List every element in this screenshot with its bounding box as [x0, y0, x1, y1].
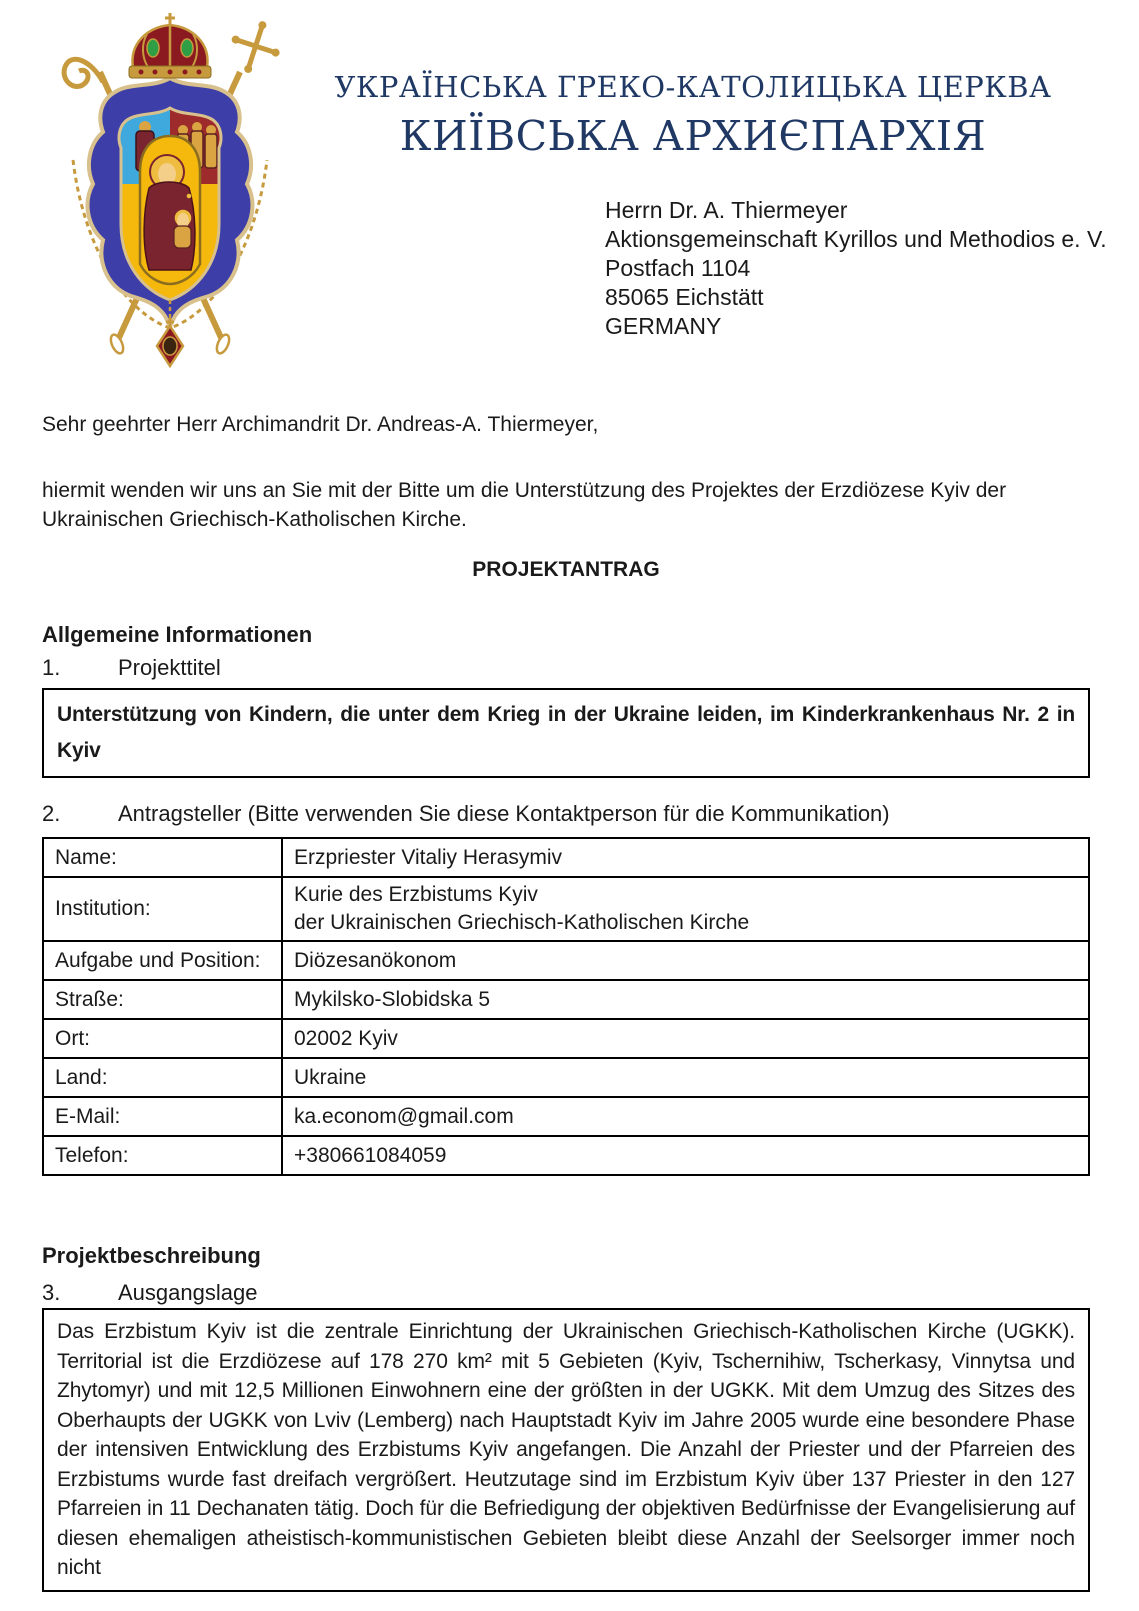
item-1-projekttitel — [42, 655, 221, 681]
row-value: Ukraine — [282, 1058, 1089, 1097]
org-name-line2: КИЇВСЬКА АРХИЄПАРХІЯ — [399, 112, 987, 160]
row-label: Aufgabe und Position: — [43, 941, 282, 980]
row-value: Diözesanökonom — [282, 941, 1089, 980]
table-row — [43, 1019, 1089, 1058]
table-row — [43, 838, 1089, 877]
document-title: PROJEKTANTRAG — [472, 558, 660, 581]
row-value: Erzpriester Vitaliy Herasymiv — [282, 838, 1089, 877]
situation-box — [42, 1308, 1090, 1592]
item-1-number: 1. — [42, 655, 61, 680]
recipient-address — [605, 196, 1107, 341]
situation-text: Das Erzbistum Kyiv ist die zentrale Einrichtung der Ukrainischen Griechisch-Katholischen Kirche (UGKK). Territorial ist die Erzdiözese auf 178 270 km² mit 5 Gebieten (Kyiv, Tschernihiw, Tscherkasy, Vinnytsa und Zhytomyr) und mit 12,5 Millionen Einwohnern eine der größten in der UGKK. Mit dem Umzug des Sitzes des Oberhaupts der UGKK von Lviv (Lemberg) nach Hauptstadt Kyiv im Jahre 2005 wurde eine besondere Phase der intensiven Entwicklung des Erzbistums Kyiv angefangen. Die Anzahl der Priester und der Pfarreien des Erzbistums wurde fast dreifach vergrößert. Heutzutage sind im Erzbistum Kyiv über 137 Priester in den 127 Pfarreien in 11 Dechanaten tätig. Doch für die Befriedigung der objektiven Bedürfnisse der Evangelisierung auf diesen ehemaligen atheistisch-kommunistischen Gebieten bleibt diese Anzahl der Seelsorger immer noch nicht — [57, 1320, 1075, 1579]
row-label: Straße: — [43, 980, 282, 1019]
table-row — [43, 1097, 1089, 1136]
item-2-number: 2. — [42, 801, 61, 826]
table-row — [43, 980, 1089, 1019]
item-2-antragsteller — [42, 801, 890, 827]
shield-icon — [88, 78, 253, 326]
project-title-box — [42, 688, 1090, 778]
row-value: 02002 Kyiv — [282, 1019, 1089, 1058]
item-3-label: Ausgangslage — [118, 1280, 258, 1305]
row-value: +380661084059 — [282, 1136, 1089, 1175]
table-row — [43, 1136, 1089, 1175]
crown-icon — [129, 13, 211, 78]
row-label: Name: — [43, 838, 282, 877]
row-label: E-Mail: — [43, 1097, 282, 1136]
table-row — [43, 877, 1089, 941]
applicant-table-body — [43, 838, 1089, 1175]
project-title-text: Unterstützung von Kindern, die unter dem Krieg in der Ukraine leiden, im Kinderkrankenhaus Nr. 2 in Kyiv — [57, 703, 1075, 762]
section-heading-general: Allgemeine Informationen — [42, 622, 313, 647]
row-value: Kurie des Erzbistums Kyiv der Ukrainischen Griechisch-Katholischen Kirche — [282, 877, 1089, 941]
address-line: Postfach 1104 — [605, 255, 751, 281]
section-heading-description: Projektbeschreibung — [42, 1243, 261, 1268]
salutation: Sehr geehrter Herr Archimandrit Dr. Andreas-A. Thiermeyer, — [42, 413, 599, 436]
row-value: ka.econom@gmail.com — [282, 1097, 1089, 1136]
org-name-line1: УКРАЇНСЬКА ГРЕКО-КАТОЛИЦЬКА ЦЕРКВА — [334, 70, 1052, 104]
row-label: Institution: — [43, 877, 282, 941]
table-row — [43, 941, 1089, 980]
address-line: Aktionsgemeinschaft Kyrillos und Methodios e. V. — [605, 226, 1107, 252]
row-value: Mykilsko-Slobidska 5 — [282, 980, 1089, 1019]
table-row — [43, 1058, 1089, 1097]
item-2-label: Antragsteller (Bitte verwenden Sie diese Kontaktperson für die Kommunikation) — [118, 801, 890, 826]
intro-paragraph: hiermit wenden wir uns an Sie mit der Bitte um die Unterstützung des Projektes der Erzdiözese Kyiv der Ukrainischen Griechisch-Katholischen Kirche. — [42, 479, 1007, 531]
address-line: Herrn Dr. A. Thiermeyer — [605, 197, 848, 223]
crozier-icon — [64, 59, 103, 86]
row-label: Ort: — [43, 1019, 282, 1058]
address-line: GERMANY — [605, 313, 722, 339]
archeparchy-coat-of-arms-icon — [55, 12, 285, 368]
row-label: Land: — [43, 1058, 282, 1097]
applicant-table — [42, 837, 1090, 1176]
madonna-and-child-icon — [140, 136, 200, 284]
item-3-number: 3. — [42, 1280, 61, 1305]
item-1-label: Projekttitel — [118, 655, 221, 680]
row-label: Telefon: — [43, 1136, 282, 1175]
item-3-ausgangslage — [42, 1280, 257, 1306]
cross-icon — [223, 14, 285, 81]
address-line: 85065 Eichstätt — [605, 284, 764, 310]
